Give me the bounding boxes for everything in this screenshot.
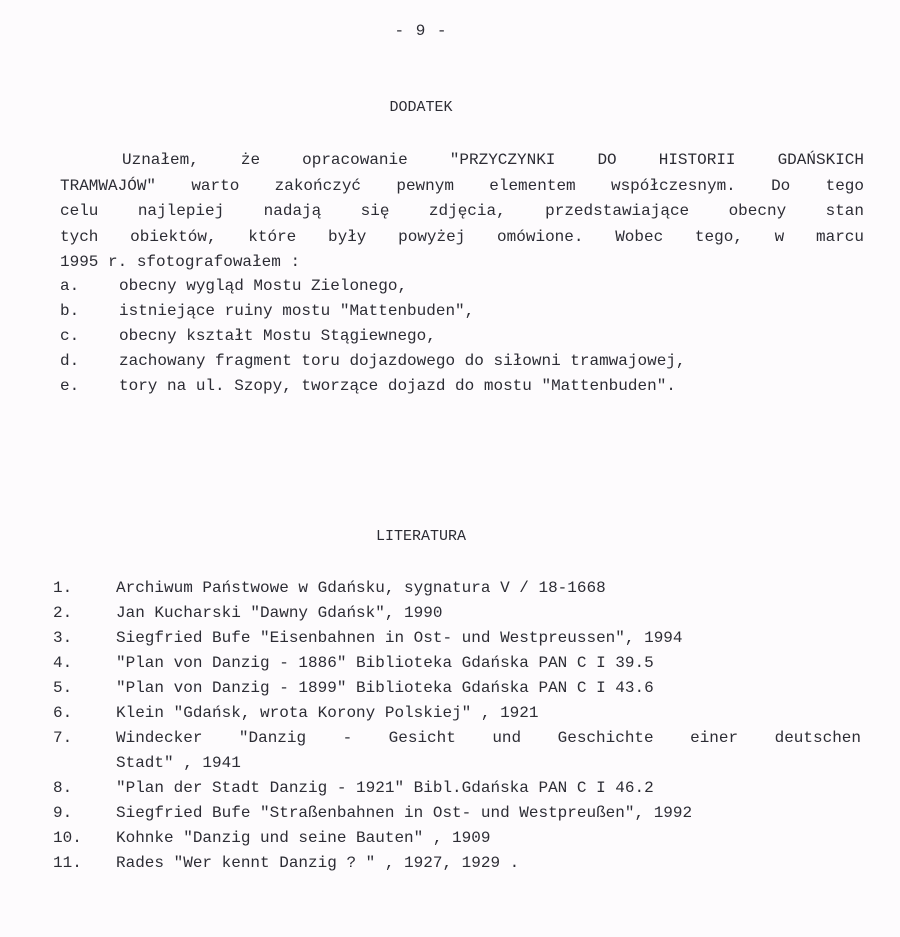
literature-item	[53, 701, 861, 726]
literature-item	[53, 851, 861, 876]
literature-text: Archiwum Państwowe w Gdańsku, sygnatura V / 18-1668	[116, 579, 606, 597]
literature-item	[53, 801, 861, 826]
literature-number: 3.	[53, 629, 73, 647]
literature-item	[53, 676, 861, 701]
appendix-heading: DODATEK	[389, 99, 453, 116]
literature-number: 11.	[53, 854, 82, 872]
literature-heading: LITERATURA	[375, 528, 466, 545]
paragraph-line: tych obiektów, które były powyżej omówione. Wobec tego, w marcu	[60, 227, 864, 246]
literature-text: Windecker "Danzig - Gesicht und Geschichte einer deutschen	[116, 729, 861, 747]
list-item-text: istniejące ruiny mostu "Mattenbuden",	[119, 302, 475, 320]
literature-text: "Plan von Danzig - 1886" Biblioteka Gdańska PAN C I 39.5	[116, 654, 654, 672]
paragraph-line: 1995 r. sfotografowałem :	[60, 253, 301, 271]
literature-item	[53, 576, 861, 601]
list-marker: a.	[60, 277, 80, 295]
literature-text: Siegfried Bufe "Eisenbahnen in Ost- und Westpreussen", 1994	[116, 629, 683, 647]
list-item-text: obecny wygląd Mostu Zielonego,	[119, 277, 408, 295]
appendix-paragraph	[60, 148, 864, 276]
list-marker: c.	[60, 327, 80, 345]
literature-item	[53, 826, 861, 851]
literature-number: 9.	[53, 804, 73, 822]
literature-item	[53, 601, 861, 626]
literature-text: Siegfried Bufe "Straßenbahnen in Ost- und Westpreußen", 1992	[116, 804, 693, 822]
literature-list	[53, 576, 861, 876]
list-marker: d.	[60, 352, 80, 370]
literature-number: 1.	[53, 579, 73, 597]
paragraph-line: Uznałem, że opracowanie "PRZYCZYNKI DO HISTORII GDAŃSKICH	[122, 151, 864, 169]
list-item-text: obecny kształt Mostu Stągiewnego,	[119, 327, 436, 345]
literature-number: 5.	[53, 679, 73, 697]
literature-text: "Plan der Stadt Danzig - 1921" Bibl.Gdańska PAN C I 46.2	[116, 779, 654, 797]
literature-item	[53, 776, 861, 801]
list-item-text: zachowany fragment toru dojazdowego do siłowni tramwajowej,	[119, 352, 686, 370]
page-number: - 9 -	[394, 22, 448, 40]
paragraph-line: TRAMWAJÓW" warto zakończyć pewnym elementem współczesnym. Do tego	[60, 176, 864, 195]
literature-text: "Plan von Danzig - 1899" Biblioteka Gdańska PAN C I 43.6	[116, 679, 654, 697]
literature-text: Rades "Wer kennt Danzig ? " , 1927, 1929 .	[116, 854, 520, 872]
literature-item	[53, 726, 861, 776]
literature-text: Jan Kucharski "Dawny Gdańsk", 1990	[116, 604, 443, 622]
literature-item	[53, 626, 861, 651]
literature-item	[53, 651, 861, 676]
literature-number: 4.	[53, 654, 73, 672]
literature-number: 8.	[53, 779, 73, 797]
literature-text: Kohnke "Danzig und seine Bauten" , 1909	[116, 829, 491, 847]
literature-number: 10.	[53, 829, 82, 847]
list-item-text: tory na ul. Szopy, tworzące dojazd do mostu "Mattenbuden".	[119, 377, 676, 395]
list-marker: b.	[60, 302, 80, 320]
literature-number: 7.	[53, 729, 73, 747]
literature-text: Klein "Gdańsk, wrota Korony Polskiej" , 1921	[116, 704, 539, 722]
list-marker: e.	[60, 377, 80, 395]
paragraph-line: celu najlepiej nadają się zdjęcia, przedstawiające obecny stan	[60, 202, 864, 220]
literature-number: 6.	[53, 704, 73, 722]
literature-number: 2.	[53, 604, 73, 622]
literature-text-continuation: Stadt" , 1941	[116, 754, 241, 772]
